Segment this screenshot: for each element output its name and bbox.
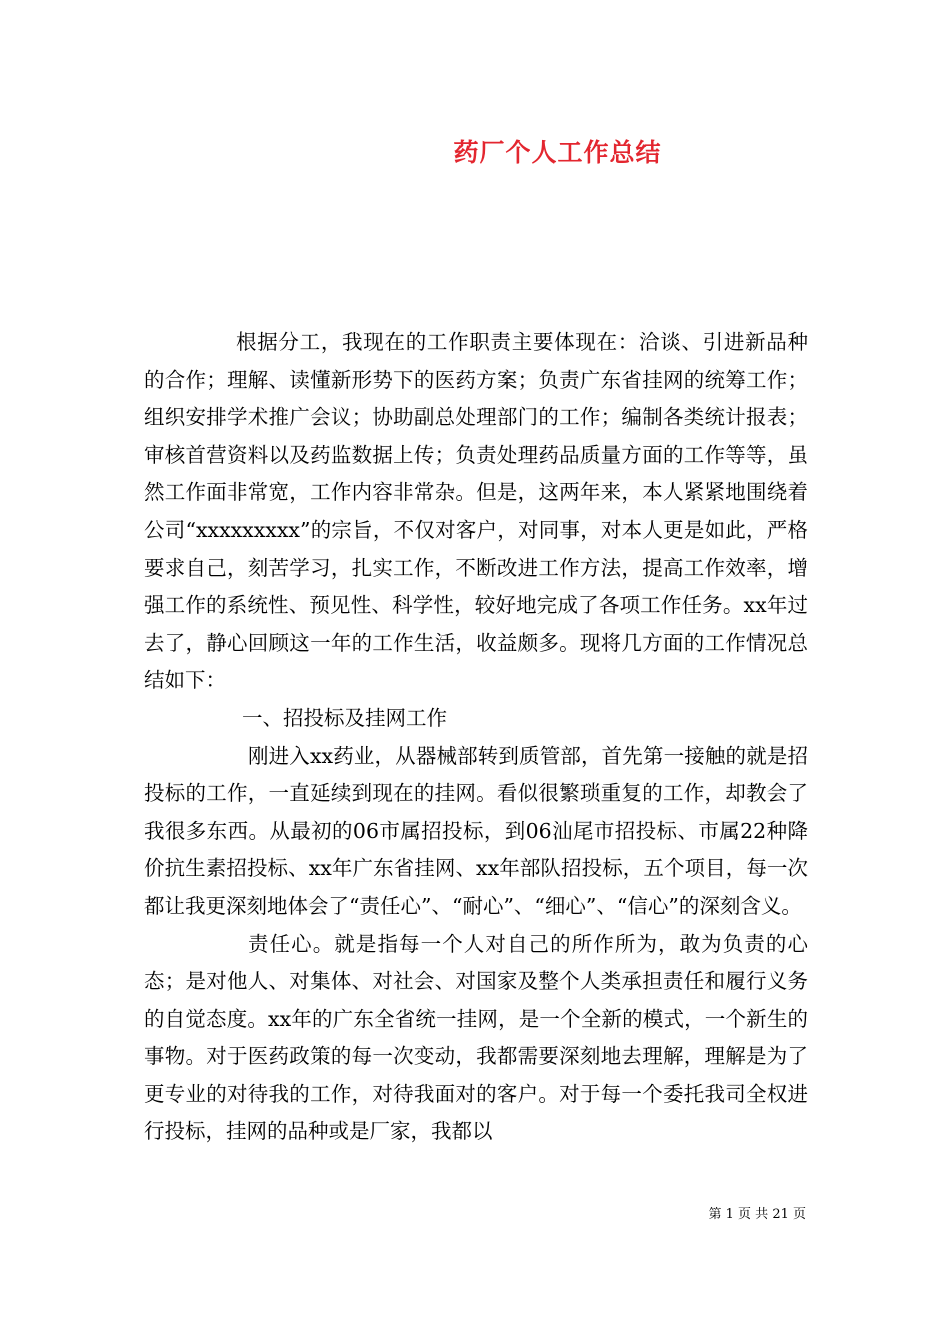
paragraph-bidding: 刚进入xx药业，从器械部转到质管部，首先第一接触的就是招投标的工作，一直延续到现在的挂网。看似很繁琐重复的工作，却教会了我很多东西。从最初的06市属招投标，到06汕尾市招投标、市属22种降价抗生素招投标、xx年广东省挂网、xx年部队招投标，五个项目，每一次都让我更深刻地体会了“责任心”、“耐心”、“细心”、“信心”的深刻含义。 (144, 743, 808, 918)
document-title: 药厂个人工作总结 (453, 138, 662, 167)
page-number-footer: 第 1 页 共 21 页 (708, 1207, 806, 1222)
paragraph-intro: 根据分工，我现在的工作职责主要体现在：洽谈、引进新品种的合作；理解、读懂新形势下的医药方案；负责广东省挂网的统筹工作；组织安排学术推广会议；协助副总处理部门的工作；编制各类统计报表；审核首营资料以及药监数据上传；负责处理药品质量方面的工作等等，虽然工作面非常宽，工作内容非常杂。但是，这两年来，本人紧紧地围绕着公司“xxxxxxxxx”的宗旨，不仅对客户，对同事，对本人更是如此，严格要求自己，刻苦学习，扎实工作，不断改进工作方法，提高工作效率，增强工作的系统性、预见性、科学性，较好地完成了各项工作任务。xx年过去了，静心回顾这一年的工作生活，收益颇多。现将几方面的工作情况总结如下： (144, 330, 808, 693)
document-body (144, 324, 808, 1151)
section-heading: 一、招投标及挂网工作 (242, 705, 447, 730)
paragraph-responsibility: 责任心。就是指每一个人对自己的所作所为，敢为负责的心态；是对他人、对集体、对社会、对国家及整个人类承担责任和履行义务的自觉态度。xx年的广东全省统一挂网，是一个全新的模式，一个新生的事物。对于医药政策的每一次变动，我都需要深刻地去理解，理解是为了更专业的对待我的工作，对待我面对的客户。对于每一个委托我司全权进行投标，挂网的品种或是厂家，我都以 (144, 931, 808, 1144)
